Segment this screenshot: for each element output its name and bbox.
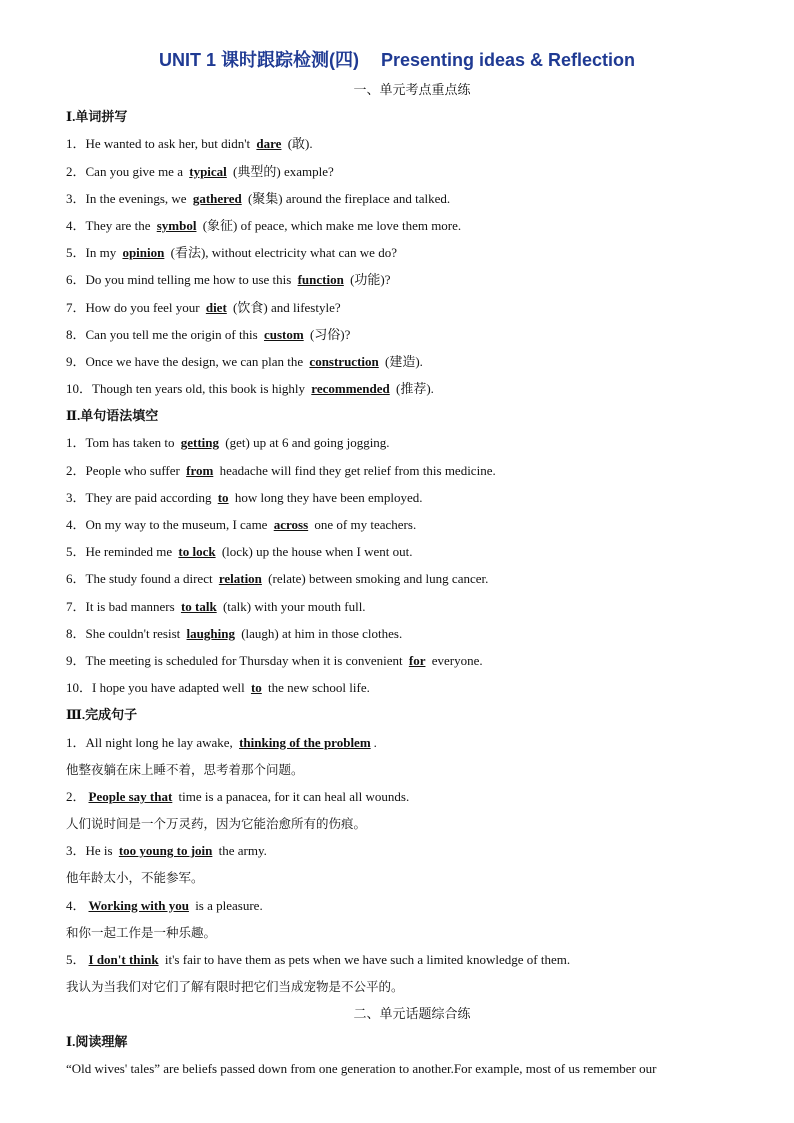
translation-line: 和你一起工作是一种乐趣。 xyxy=(66,924,217,940)
answer: I don't think xyxy=(88,952,159,967)
part4-heading: Ⅰ.阅读理解 xyxy=(66,1033,128,1049)
question-line: 8．Can you tell me the origin of this custom (习俗)? xyxy=(66,326,351,342)
section-heading-1: 一、单元考点重点练 xyxy=(353,82,471,97)
question-line: 2．Can you give me a typical (典型的) example? xyxy=(66,163,334,179)
part2-heading: Ⅱ.单句语法填空 xyxy=(66,408,159,424)
page-title xyxy=(0,46,794,72)
answer: opinion xyxy=(122,245,165,261)
question-line: 6．The study found a direct relation (relate) between smoking and lung cancer. xyxy=(66,571,489,587)
answer: dare xyxy=(256,136,282,152)
answer: typical xyxy=(189,163,227,179)
question-line: 10．I hope you have adapted well to the new school life. xyxy=(66,680,370,696)
answer: gathered xyxy=(192,190,242,206)
answer: for xyxy=(408,652,426,668)
question-line: 3．They are paid according to how long they have been employed. xyxy=(66,489,423,505)
content-lines xyxy=(66,76,758,1082)
answer: to xyxy=(217,489,229,505)
question-line: 4． Working with you is a pleasure. xyxy=(66,897,263,913)
question-line: 5．In my opinion (看法), without electricity what can we do? xyxy=(66,245,397,261)
answer: recommended xyxy=(311,381,390,397)
answer: custom xyxy=(263,326,304,342)
question-line: 5． I don't think it's fair to have them as pets when we have such a limited knowledge of them. xyxy=(66,952,571,967)
answer: across xyxy=(273,517,309,532)
question-line: 5．He reminded me to lock (lock) up the house when I went out. xyxy=(66,544,413,560)
translation-line: 他年龄太小，不能参军。 xyxy=(66,870,204,886)
section-heading-2: 二、单元话题综合练 xyxy=(353,1006,471,1022)
question-line: 3．He is too young to join the army. xyxy=(66,843,267,859)
reading-passage: “Old wives' tales” are beliefs passed down from one generation to another.For example, most of us remember our xyxy=(66,1060,657,1076)
question-line: 1．All night long he lay awake, thinking of the problem . xyxy=(66,734,377,750)
answer: Working with you xyxy=(88,897,189,913)
answer: thinking of the problem xyxy=(239,734,371,750)
question-line: 9．The meeting is scheduled for Thursday when it is convenient for everyone. xyxy=(66,652,483,668)
answer: from xyxy=(186,462,214,478)
answer: symbol xyxy=(156,217,197,233)
translation-line: 他整夜躺在床上睡不着，思考着那个问题。 xyxy=(66,761,304,777)
answer: People say that xyxy=(88,788,173,804)
title-chinese: UNIT 1 课时跟踪检测(四) xyxy=(158,50,359,70)
question-line: 7．How do you feel your diet (饮食) and lifestyle? xyxy=(66,299,341,315)
answer: too young to join xyxy=(118,843,213,859)
part1-heading: Ⅰ.单词拼写 xyxy=(66,109,128,125)
question-line: 4．They are the symbol (象征) of peace, which make me love them more. xyxy=(66,217,462,233)
question-line: 3．In the evenings, we gathered (聚集) around the fireplace and talked. xyxy=(66,190,451,206)
answer: to talk xyxy=(180,598,217,614)
question-line: 10．Though ten years old, this book is highly recommended (推荐). xyxy=(66,381,434,397)
question-line: 4．On my way to the museum, I came across one of my teachers. xyxy=(66,517,417,532)
answer: laughing xyxy=(186,625,235,641)
part3-heading: Ⅲ.完成句子 xyxy=(66,707,138,723)
translation-line: 我认为当我们对它们了解有限时把它们当成宠物是不公平的。 xyxy=(66,979,404,995)
answer: function xyxy=(297,272,344,288)
question-line: 8．She couldn't resist laughing (laugh) at him in those clothes. xyxy=(66,625,403,641)
question-line: 6．Do you mind telling me how to use this function (功能)? xyxy=(66,272,391,288)
question-line: 1．He wanted to ask her, but didn't dare (敢). xyxy=(66,136,313,152)
answer: relation xyxy=(218,571,262,587)
answer: to xyxy=(250,680,262,696)
answer: diet xyxy=(205,299,227,315)
title-english: Presenting ideas & Reflection xyxy=(380,50,636,70)
question-line: 2． People say that time is a panacea, for it can heal all wounds. xyxy=(66,788,410,804)
question-line: 7．It is bad manners to talk (talk) with your mouth full. xyxy=(66,598,366,614)
question-line: 9．Once we have the design, we can plan the construction (建造). xyxy=(66,353,423,369)
question-line: 2．People who suffer from headache will find they get relief from this medicine. xyxy=(66,462,496,478)
question-line: 1．Tom has taken to getting (get) up at 6 and going jogging. xyxy=(66,435,390,451)
answer: getting xyxy=(180,435,220,451)
answer: to lock xyxy=(178,544,216,560)
translation-line: 人们说时间是一个万灵药，因为它能治愈所有的伤痕。 xyxy=(66,816,367,832)
answer: construction xyxy=(309,353,379,369)
